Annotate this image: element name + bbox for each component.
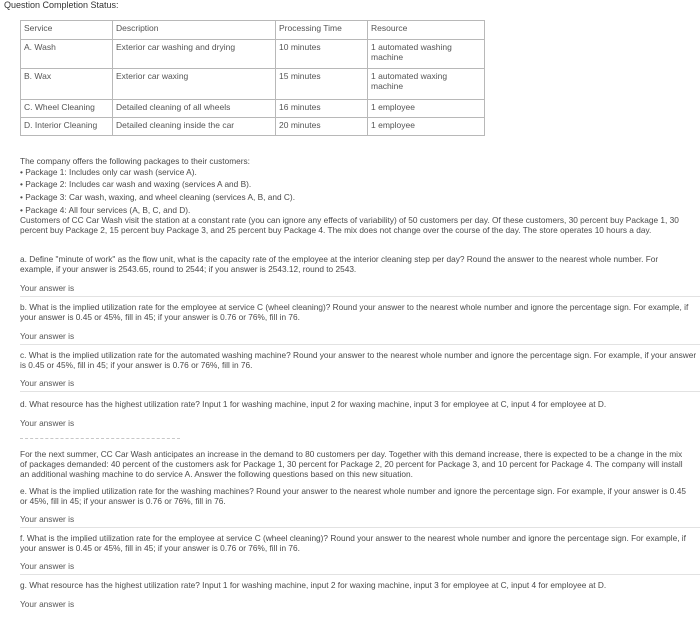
section-separator [20, 438, 180, 439]
table-cell: 16 minutes [276, 100, 368, 118]
table-cell: C. Wheel Cleaning [21, 100, 113, 118]
table-cell: 10 minutes [276, 40, 368, 69]
question-g: g. What resource has the highest utilization rate? Input 1 for washing machine, input 2 for waxing machine, input 3 for employee at C, input 4 for employee at D. [20, 580, 607, 590]
table-cell: 1 automated waxing machine [368, 69, 485, 100]
header-cell: Description [113, 21, 276, 40]
divider [20, 574, 700, 575]
table-cell: 1 employee [368, 118, 485, 136]
answer-g[interactable]: Your answer is [20, 599, 75, 609]
question-b: b. What is the implied utilization rate for the employee at service C (wheel cleaning)? Round your answer to the nearest whole number and ignore the percentage sign. For example, if your answer is 0.45 or 45%, fill in 45; if your answer is 0.76 or 76%, fill in 76. [20, 302, 689, 322]
divider [20, 391, 700, 392]
table-cell: 15 minutes [276, 69, 368, 100]
divider [20, 296, 700, 297]
header-cell: Processing Time [276, 21, 368, 40]
table-cell: A. Wash [21, 40, 113, 69]
packages-intro: The company offers the following packages to their customers: [20, 156, 250, 166]
divider [20, 527, 700, 528]
table-cell: 1 employee [368, 100, 485, 118]
table-row [21, 40, 485, 69]
package-item: • Package 2: Includes car wash and waxing (services A and B). [20, 179, 252, 189]
page-title: Question Completion Status: [4, 0, 119, 10]
package-item: • Package 1: Includes only car wash (service A). [20, 167, 197, 177]
answer-d[interactable]: Your answer is [20, 418, 75, 428]
table-cell: Detailed cleaning of all wheels [113, 100, 276, 118]
question-c: c. What is the implied utilization rate for the automated washing machine? Round your answer to the nearest whole number and ignore the percentage sign. For example, if your answer is 0.45 or 45%, fill in 45; if your answer is 0.76 or 76%, fill in 76. [20, 350, 697, 370]
divider [20, 344, 700, 345]
table-header-row [21, 21, 485, 40]
table-row [21, 69, 485, 100]
package-item: • Package 3: Car wash, waxing, and wheel cleaning (services A, B, and C). [20, 192, 295, 202]
table-cell: Exterior car waxing [113, 69, 276, 100]
table-row [21, 100, 485, 118]
table-cell: Detailed cleaning inside the car [113, 118, 276, 136]
scenario-text: Customers of CC Car Wash visit the station at a constant rate (you can ignore any effects of variability) of 50 customers per day. Of these customers, 30 percent buy Package 1, 30 percent buy Package 2, 15 percent buy Package 3, and 25 percent buy Package 4. The mix does not change over the course of the day. The store operates 10 hours a day. [20, 215, 679, 235]
header-cell: Service [21, 21, 113, 40]
services-table [20, 20, 485, 136]
question-f: f. What is the implied utilization rate for the employee at service C (wheel cleaning)? Round your answer to the nearest whole number and ignore the percentage sign. For example, if your answer is 0.45 or 45%, fill in 45; if your answer is 0.76 or 76%, fill in 76. [20, 533, 686, 553]
table-cell: 1 automated washing machine [368, 40, 485, 69]
answer-a[interactable]: Your answer is [20, 283, 75, 293]
answer-e[interactable]: Your answer is [20, 514, 75, 524]
table-row [21, 118, 485, 136]
table-cell: D. Interior Cleaning [21, 118, 113, 136]
answer-c[interactable]: Your answer is [20, 378, 75, 388]
summer-scenario: For the next summer, CC Car Wash anticipates an increase in the demand to 80 customers per day. Together with this demand increase, there is expected to be a change in the mix of packages demanded: 40 percent of the customers ask for Package 1, 30 percent for Package 2, 20 percent for Package 3, and 10 percent for Package 4. The company will install an additional washing machine to do service A. Answer the following questions based on this new situation. [20, 449, 683, 479]
answer-f[interactable]: Your answer is [20, 561, 75, 571]
question-d: d. What resource has the highest utilization rate? Input 1 for washing machine, input 2 for waxing machine, input 3 for employee at C, input 4 for employee at D. [20, 399, 607, 409]
table-cell: 20 minutes [276, 118, 368, 136]
table-cell: Exterior car washing and drying [113, 40, 276, 69]
question-e: e. What is the implied utilization rate for the washing machines? Round your answer to the nearest whole number and ignore the percentage sign. For example, if your answer is 0.45 or 45%, fill in 45; if your answer is 0.76 or 76%, fill in 76. [20, 486, 686, 506]
question-a: a. Define "minute of work" as the flow unit, what is the capacity rate of the employee at the interior cleaning step per day? Round the answer to the nearest whole number. For example, if your answer is 2543.65, round to 2544; if you answer is 2543.12, round to 2543. [20, 254, 659, 274]
package-item: • Package 4: All four services (A, B, C, and D). [20, 205, 191, 215]
answer-b[interactable]: Your answer is [20, 331, 75, 341]
header-cell: Resource [368, 21, 485, 40]
table-cell: B. Wax [21, 69, 113, 100]
